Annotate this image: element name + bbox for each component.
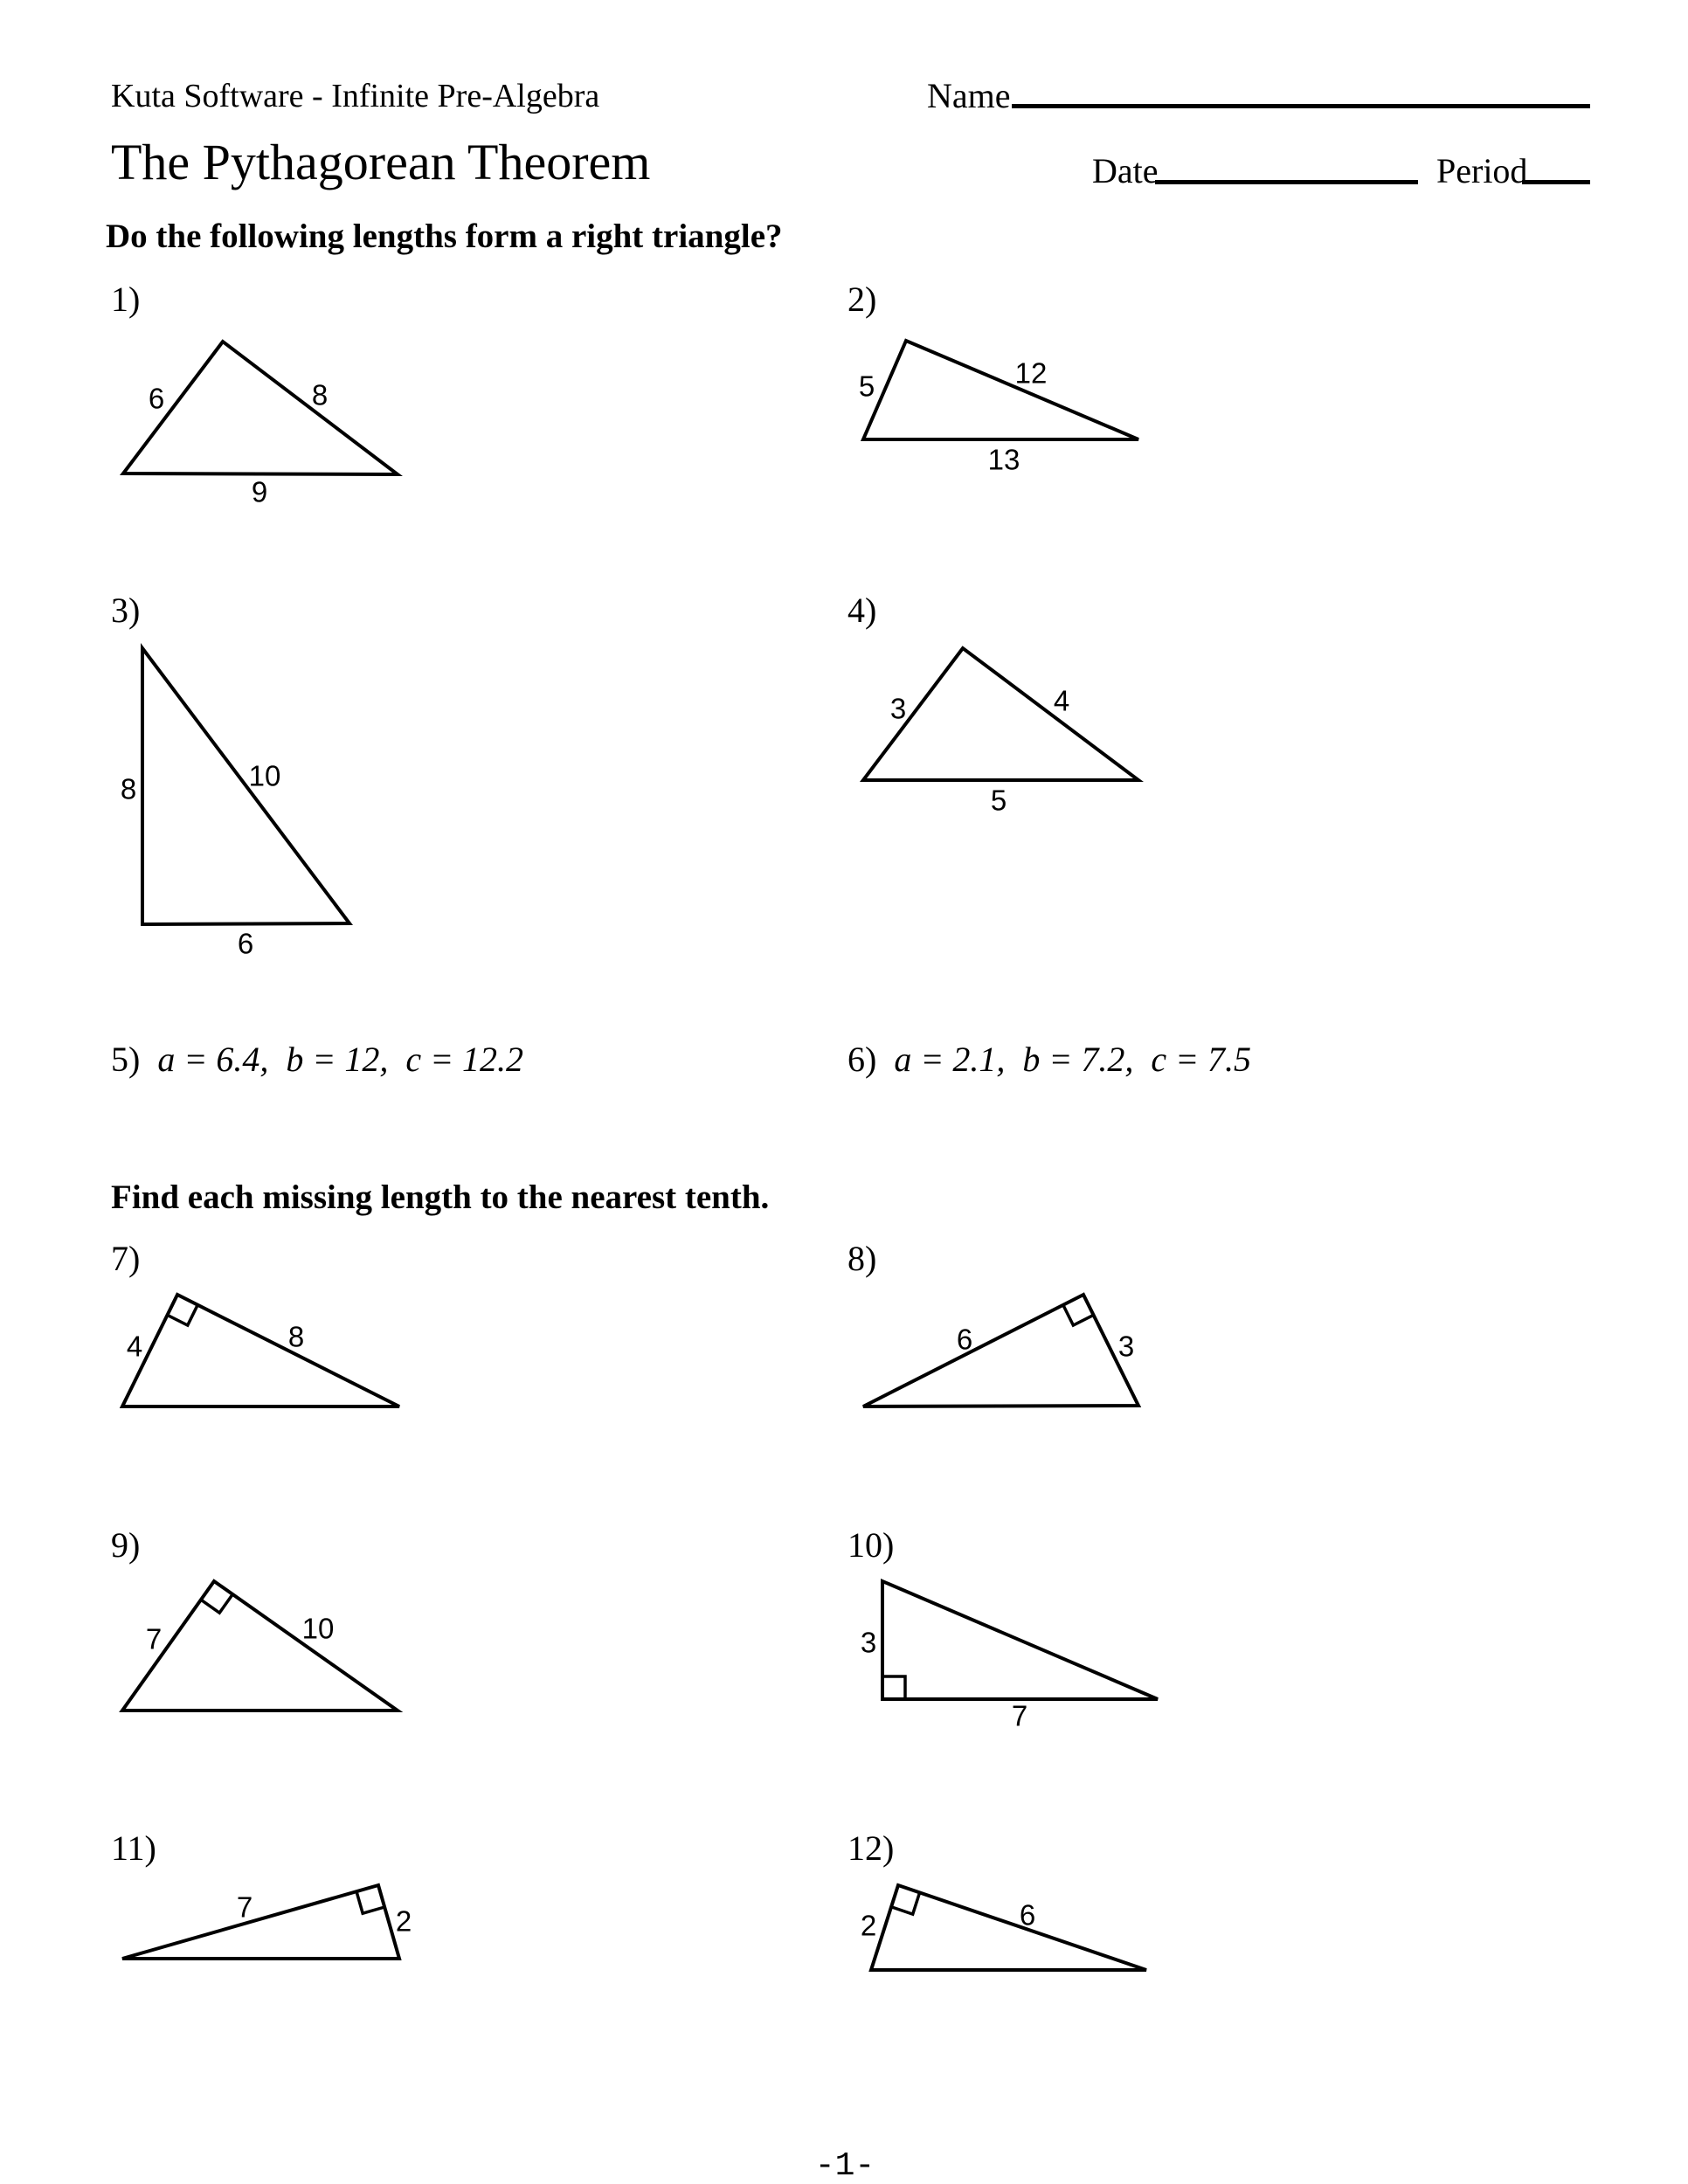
section-heading-missing-length: Find each missing length to the nearest tenth. — [111, 1178, 770, 1216]
problem-number-2 — [847, 281, 876, 318]
period-label: Period — [1436, 151, 1528, 190]
problem-number-label: 10) — [847, 1525, 895, 1565]
date-label: Date — [1092, 151, 1159, 190]
triangle-4-side-length-label: 4 — [1053, 684, 1070, 717]
triangle-10-side-length-label: 3 — [860, 1626, 877, 1659]
problem-number-9 — [111, 1527, 140, 1564]
triangle-7-side-length-label: 8 — [287, 1320, 305, 1353]
triangle-2-side-length-label: 5 — [858, 370, 875, 403]
problem-number-label: 7) — [111, 1239, 141, 1278]
triangle-7-side-length-label: 4 — [126, 1330, 143, 1363]
triangle-8-side-length-label: 3 — [1117, 1330, 1135, 1363]
problem-number-6 — [847, 1041, 1251, 1078]
name-blank-line — [1012, 103, 1590, 108]
problem-number-8 — [847, 1241, 876, 1277]
problem-number-11 — [111, 1830, 156, 1867]
problem-number-label: 9) — [111, 1525, 141, 1565]
triangle-1-side-length-label: 8 — [311, 378, 329, 411]
triangle-2-side-length-label: 13 — [987, 443, 1020, 476]
triangle-12-side-length-label: 2 — [860, 1909, 877, 1942]
problem-number-label: 12) — [847, 1828, 895, 1868]
problem-number-4 — [847, 592, 876, 629]
date-blank-line — [1155, 179, 1418, 184]
triangle-4-side-length-label: 3 — [889, 692, 907, 725]
triangle-11-side-length-label: 2 — [395, 1904, 412, 1938]
problem-number-5 — [111, 1041, 523, 1078]
problem-number-3 — [111, 592, 140, 629]
triangle-8 — [863, 1295, 1138, 1406]
triangle-1-side-length-label: 6 — [148, 382, 165, 415]
problem-number-7 — [111, 1241, 140, 1277]
problem-number-label: 8) — [847, 1239, 877, 1278]
triangle-12 — [871, 1885, 1146, 1970]
section-heading-right-triangle: Do the following lengths form a right triangle? — [106, 218, 783, 255]
problem-number-1 — [111, 281, 140, 318]
triangle-9-side-length-label: 7 — [145, 1622, 163, 1655]
period-blank-line — [1522, 179, 1590, 184]
problem-number-label: 5) — [111, 1040, 141, 1079]
triangle-1-side-length-label: 9 — [251, 475, 268, 508]
name-label: Name — [927, 76, 1011, 115]
triangle-8-side-length-label: 6 — [956, 1323, 973, 1356]
triangle-12-side-length-label: 6 — [1019, 1898, 1036, 1932]
problem-number-label: 1) — [111, 280, 141, 319]
brand-text: Kuta Software - Infinite Pre-Algebra — [111, 78, 600, 114]
triangle-2-side-length-label: 12 — [1014, 356, 1048, 390]
problem-number-label: 6) — [847, 1040, 877, 1079]
problem-number-10 — [847, 1527, 894, 1564]
problem-number-12 — [847, 1830, 894, 1867]
problem-6-given-values: a = 2.1, b = 7.2, c = 7.5 — [894, 1040, 1252, 1079]
page-title: The Pythagorean Theorem — [111, 134, 651, 190]
triangle-10 — [882, 1581, 1158, 1699]
triangle-9-side-length-label: 10 — [301, 1612, 335, 1645]
right-angle-marker-9 — [201, 1594, 232, 1613]
triangle-10-side-length-label: 7 — [1011, 1699, 1028, 1732]
problem-number-label: 3) — [111, 591, 141, 630]
triangle-4-side-length-label: 5 — [990, 784, 1007, 817]
page-number: -1- — [814, 2147, 875, 2184]
triangle-3-side-length-label: 6 — [237, 927, 254, 960]
problem-number-label: 4) — [847, 591, 877, 630]
right-angle-marker-10 — [882, 1676, 905, 1699]
problem-number-label: 11) — [111, 1828, 156, 1868]
triangle-7 — [122, 1295, 399, 1406]
triangle-11-side-length-label: 7 — [236, 1890, 253, 1924]
triangle-2 — [863, 341, 1138, 439]
triangle-3 — [142, 648, 349, 924]
triangle-3-side-length-label: 10 — [248, 759, 281, 792]
triangle-3-side-length-label: 8 — [120, 772, 137, 805]
problem-5-given-values: a = 6.4, b = 12, c = 12.2 — [157, 1040, 524, 1079]
problem-number-label: 2) — [847, 280, 877, 319]
triangle-9 — [122, 1581, 398, 1711]
